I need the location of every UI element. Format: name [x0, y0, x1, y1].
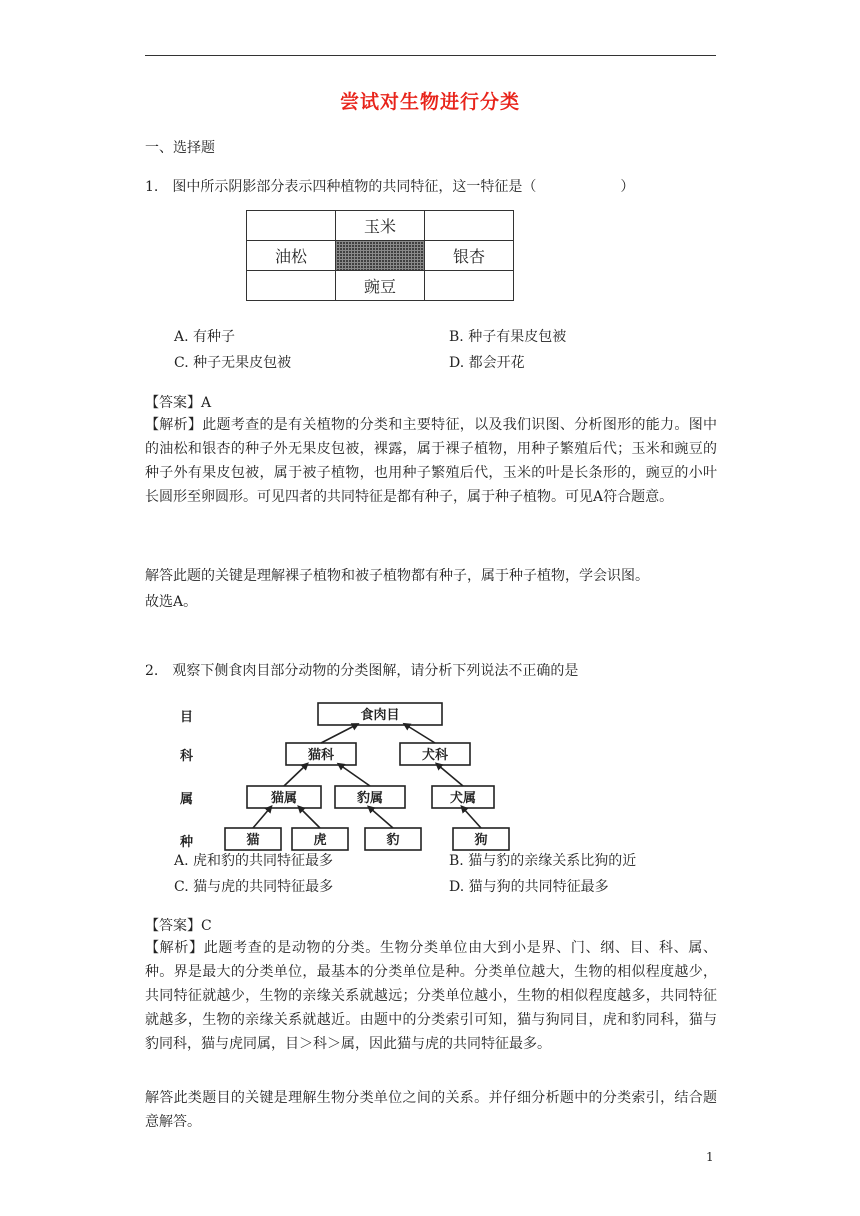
q1-option-a: A. 有种子 [174, 329, 236, 345]
label-cat: 猫 [246, 833, 260, 848]
analysis-label: 【解析】 [145, 417, 203, 433]
rank-species: 种 [180, 835, 194, 850]
label-panthera: 豹属 [356, 791, 384, 806]
analysis-text: 此题考查的是有关植物的分类和主要特征，以及我们识图、分析图形的能力。图中的油松和银杏的种子外无果皮包被，裸露，属于裸子植物，用种子繁殖后代；玉米和豌豆的种子外有果皮包被，属于被子植物，也用种子繁殖后代，玉米的叶是长条形的，豌豆的小叶长圆形至卵圆形。可见四者的共同特征是都有种子，属于种子植物。可见A符合题意。 [145, 417, 718, 505]
q2-stem: 2. 观察下侧食肉目部分动物的分类图解，请分析下列说法不正确的是 [145, 663, 579, 679]
label-canis: 犬属 [449, 791, 477, 806]
q2-option-b: B. 猫与豹的亲缘关系比狗的近 [449, 853, 637, 869]
q2-key-point: 解答此类题目的关键是理解生物分类单位之间的关系。并仔细分析题中的分类索引，结合题意解答。 [145, 1090, 717, 1130]
q1-analysis [145, 413, 717, 509]
q2-option-a: A. 虎和豹的共同特征最多 [174, 853, 334, 869]
page-number: 1 [706, 1150, 714, 1164]
label-dog: 狗 [474, 833, 488, 848]
rank-family: 科 [180, 749, 194, 764]
label-felidae: 猫科 [307, 748, 335, 763]
q1-option-c: C. 种子无果皮包被 [174, 355, 292, 371]
rank-genus: 属 [180, 792, 194, 807]
label-felis: 猫属 [270, 791, 298, 806]
shaded-common-area [336, 241, 425, 271]
header-rule [145, 55, 716, 56]
page-title: 尝试对生物进行分类 [339, 91, 520, 113]
label-canidae: 犬科 [421, 748, 449, 763]
q2-answer: 【答案】C [145, 918, 212, 934]
label-order: 食肉目 [360, 708, 400, 723]
q1-conclusion: 故选A。 [145, 594, 198, 610]
q1-stem: 1. 图中所示阴影部分表示四种植物的共同特征，这一特征是（ ） [145, 179, 635, 195]
label-tiger: 虎 [313, 833, 327, 848]
rank-order: 目 [180, 710, 194, 725]
plant-ginkgo: 银杏 [425, 241, 514, 271]
q1-answer: 【答案】A [145, 395, 212, 411]
analysis-text: 此题考查的是动物的分类。生物分类单位由大到小是界、门、纲、目、科、属、种。界是最大的分类单位，最基本的分类单位是种。分类单位越大，生物的相似程度越少，共同特征就越少，生物的亲缘关系就越远；分类单位越小，生物的相似程度越多，共同特征就越多，生物的亲缘关系就越近。由题中的分类索引可知，猫与狗同目，虎和豹同科，猫与豹同科，猫与虎同属，目＞科＞属，因此猫与虎的共同特征最多。 [145, 940, 718, 1052]
plant-pea: 豌豆 [336, 271, 425, 301]
label-leopard: 豹 [386, 833, 400, 848]
section-heading: 一、选择题 [145, 140, 215, 156]
q2-option-c: C. 猫与虎的共同特征最多 [174, 879, 334, 895]
q1-option-b: B. 种子有果皮包被 [449, 329, 567, 345]
q1-option-d: D. 都会开花 [449, 355, 525, 371]
analysis-label: 【解析】 [145, 940, 204, 956]
q1-venn-table [246, 210, 514, 301]
plant-corn: 玉米 [336, 211, 425, 241]
q2-option-d: D. 猫与狗的共同特征最多 [449, 879, 609, 895]
q1-key-point: 解答此题的关键是理解裸子植物和被子植物都有种子，属于种子植物，学会识图。 [145, 568, 649, 584]
classification-diagram [170, 696, 530, 854]
q2-analysis [145, 936, 717, 1056]
plant-pine: 油松 [247, 241, 336, 271]
